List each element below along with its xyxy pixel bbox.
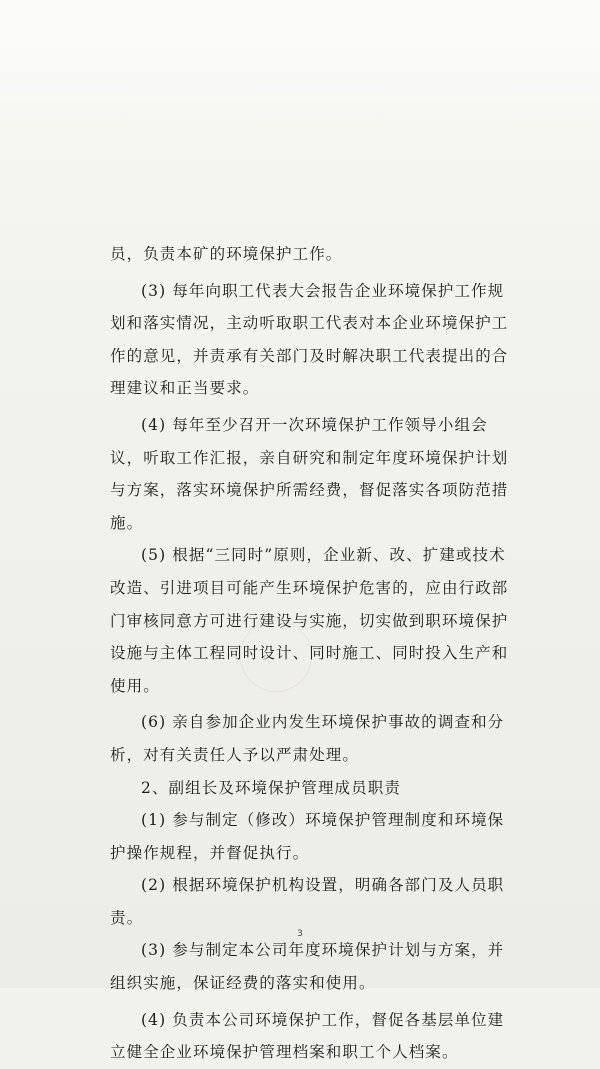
paragraph-sub-item-4: (4) 负责本公司环境保护工作，督促各基层单位建立健全企业环境保护管理档案和职工个人档案。 [110, 1010, 505, 1062]
paragraph-sub-item-3: (3) 参与制定本公司年度环境保护计划与方案，并组织实施，保证经费的落实和使用。 [110, 941, 505, 993]
paragraph-item-5: (5) 根据“三同时”原则，企业新、改、扩建或技术改造、引进项目可能产生环境保护危害的，应由行政部门审核同意方可进行建设与实施，切实做到职环境保护设施与主体工程同时设计、同时施工、同时投入生产和使用。 [110, 546, 509, 695]
paragraph-sub-item-2: (2) 根据环境保护机构设置，明确各部门及人员职责。 [110, 876, 505, 927]
scan-top-edge [0, 0, 600, 175]
paragraph-continuation: 员，负责本矿的环境保护工作。 [110, 245, 343, 263]
section-heading-2: 2、副组长及环境保护管理成员职责 [141, 778, 401, 797]
paragraph-item-4: (4) 每年至少召开一次环境保护工作领导小组会议，听取工作汇报，亲自研究和制定年度环境保护计划与方案，落实环境保护所需经费，督促落实各项防范措施。 [110, 415, 509, 532]
paragraph-item-6: (6) 亲自参加企业内发生环境保护事故的调查和分析，对有关责任人予以严肃处理。 [110, 713, 505, 764]
page-number: 3 [297, 929, 303, 939]
document-body [110, 238, 518, 1069]
paragraph-sub-item-1: (1) 参与制定（修改）环境保护管理制度和环境保护操作规程，并督促执行。 [110, 811, 505, 862]
paragraph-item-3: (3) 每年向职工代表大会报告企业环境保护工作规划和落实情况，主动听取职工代表对本企业环境保护工作的意见，并责承有关部门及时解决职工代表提出的合理建议和正当要求。 [110, 281, 509, 398]
